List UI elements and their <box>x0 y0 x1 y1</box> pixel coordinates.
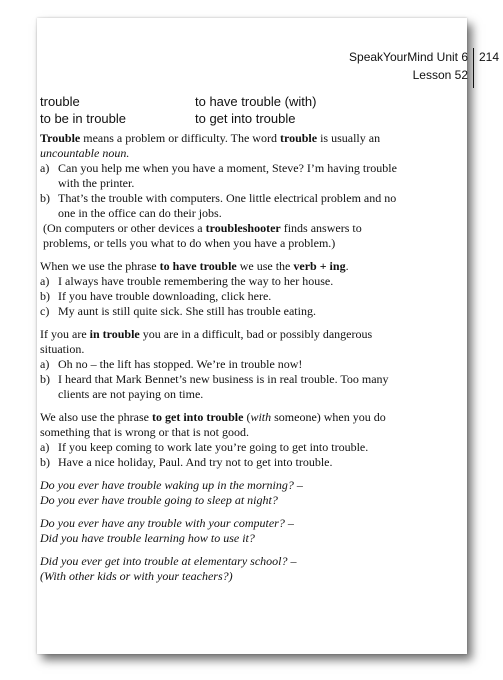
text-span: (On computers or other devices a <box>43 221 206 235</box>
item-label: a) <box>40 440 50 454</box>
question-line: (With other kids or with your teachers?) <box>40 569 233 583</box>
item-text: Have a nice holiday, Paul. And try not to get into trouble. <box>58 455 333 469</box>
text-span: you are in a difficult, bad or possibly dangerous situation. <box>40 327 373 356</box>
list-item <box>40 274 410 289</box>
page-header <box>349 48 499 84</box>
vocab-term: to be in trouble <box>40 111 127 126</box>
text-span: we use the <box>236 259 294 273</box>
item-label: a) <box>40 274 50 288</box>
bold-term: Trouble <box>40 131 81 145</box>
paragraph-get-into-trouble <box>40 410 410 440</box>
paragraph-have-trouble <box>40 259 410 274</box>
list-item <box>40 440 410 455</box>
list-item <box>40 372 410 402</box>
item-label: a) <box>40 357 50 371</box>
list-item <box>40 289 410 304</box>
question-line: Do you ever have any trouble with your computer? – <box>40 516 294 530</box>
troubleshooter-note <box>40 221 410 251</box>
item-label: c) <box>40 304 50 318</box>
item-text: That’s the trouble with computers. One little electrical problem and no one in the office can do their jobs. <box>58 191 397 220</box>
text-span: ( <box>243 410 251 424</box>
item-label: b) <box>40 191 50 205</box>
item-text: Oh no – the lift has stopped. We’re in trouble now! <box>58 357 303 371</box>
bold-term: to have trouble <box>159 259 237 273</box>
vocab-term: to get into trouble <box>195 111 296 126</box>
text-span: finds answers to problems, or tells you what to do when you have a problem.) <box>43 221 362 250</box>
question-line: Do you ever have trouble going to sleep at night? <box>40 493 278 507</box>
list-item <box>40 161 410 191</box>
text-span: If you are <box>40 327 90 341</box>
page-number: 214 <box>473 48 499 88</box>
item-text: My aunt is still quite sick. She still has trouble eating. <box>58 304 316 318</box>
item-text: Can you help me when you have a moment, Steve? I’m having trouble with the printer. <box>58 161 397 190</box>
item-text: I heard that Mark Bennet’s new business is in real trouble. Too many clients are not paying on time. <box>58 372 389 401</box>
item-label: b) <box>40 455 50 469</box>
lesson-label: Lesson 52 <box>412 68 468 82</box>
text-span: is usually an <box>317 131 381 145</box>
item-label: a) <box>40 161 50 175</box>
item-text: I always have trouble remembering the way to her house. <box>58 274 334 288</box>
discussion-question <box>40 516 410 546</box>
vocab-row <box>40 93 316 110</box>
text-span: When we use the phrase <box>40 259 160 273</box>
bold-term: trouble <box>279 131 318 145</box>
discussion-question <box>40 478 410 508</box>
text-span: . <box>345 259 349 273</box>
question-line: Do you ever have trouble waking up in the morning? – <box>40 478 303 492</box>
unit-title: SpeakYourMind Unit 6 <box>349 50 468 64</box>
paragraph-in-trouble <box>40 327 410 357</box>
vocab-term: to have trouble (with) <box>195 94 317 109</box>
list-item <box>40 455 410 470</box>
question-line: Did you ever get into trouble at elementary school? – <box>40 554 297 568</box>
item-label: b) <box>40 372 50 386</box>
list-item <box>40 304 410 319</box>
vocab-row <box>40 110 316 127</box>
bold-term: in trouble <box>89 327 140 341</box>
bold-term: troubleshooter <box>205 221 281 235</box>
item-label: b) <box>40 289 50 303</box>
bold-term: verb + ing <box>293 259 346 273</box>
discussion-question <box>40 554 410 584</box>
item-text: If you keep coming to work late you’re going to get into trouble. <box>58 440 369 454</box>
paragraph-trouble-definition <box>40 131 410 161</box>
bold-term: to get into trouble <box>152 410 244 424</box>
lesson-body <box>40 131 410 584</box>
vocab-term: trouble <box>40 94 80 109</box>
text-span: means a problem or difficulty. The word <box>80 131 280 145</box>
list-item <box>40 357 410 372</box>
italic-term: uncountable noun. <box>40 146 130 160</box>
italic-term: with <box>250 410 272 424</box>
list-item <box>40 191 410 221</box>
vocabulary-list <box>40 93 316 127</box>
text-span: someone) when you do something that is wrong or that is not good. <box>40 410 386 439</box>
item-text: If you have trouble downloading, click here. <box>58 289 272 303</box>
text-span: We also use the phrase <box>40 410 152 424</box>
question-line: Did you have trouble learning how to use it? <box>40 531 255 545</box>
